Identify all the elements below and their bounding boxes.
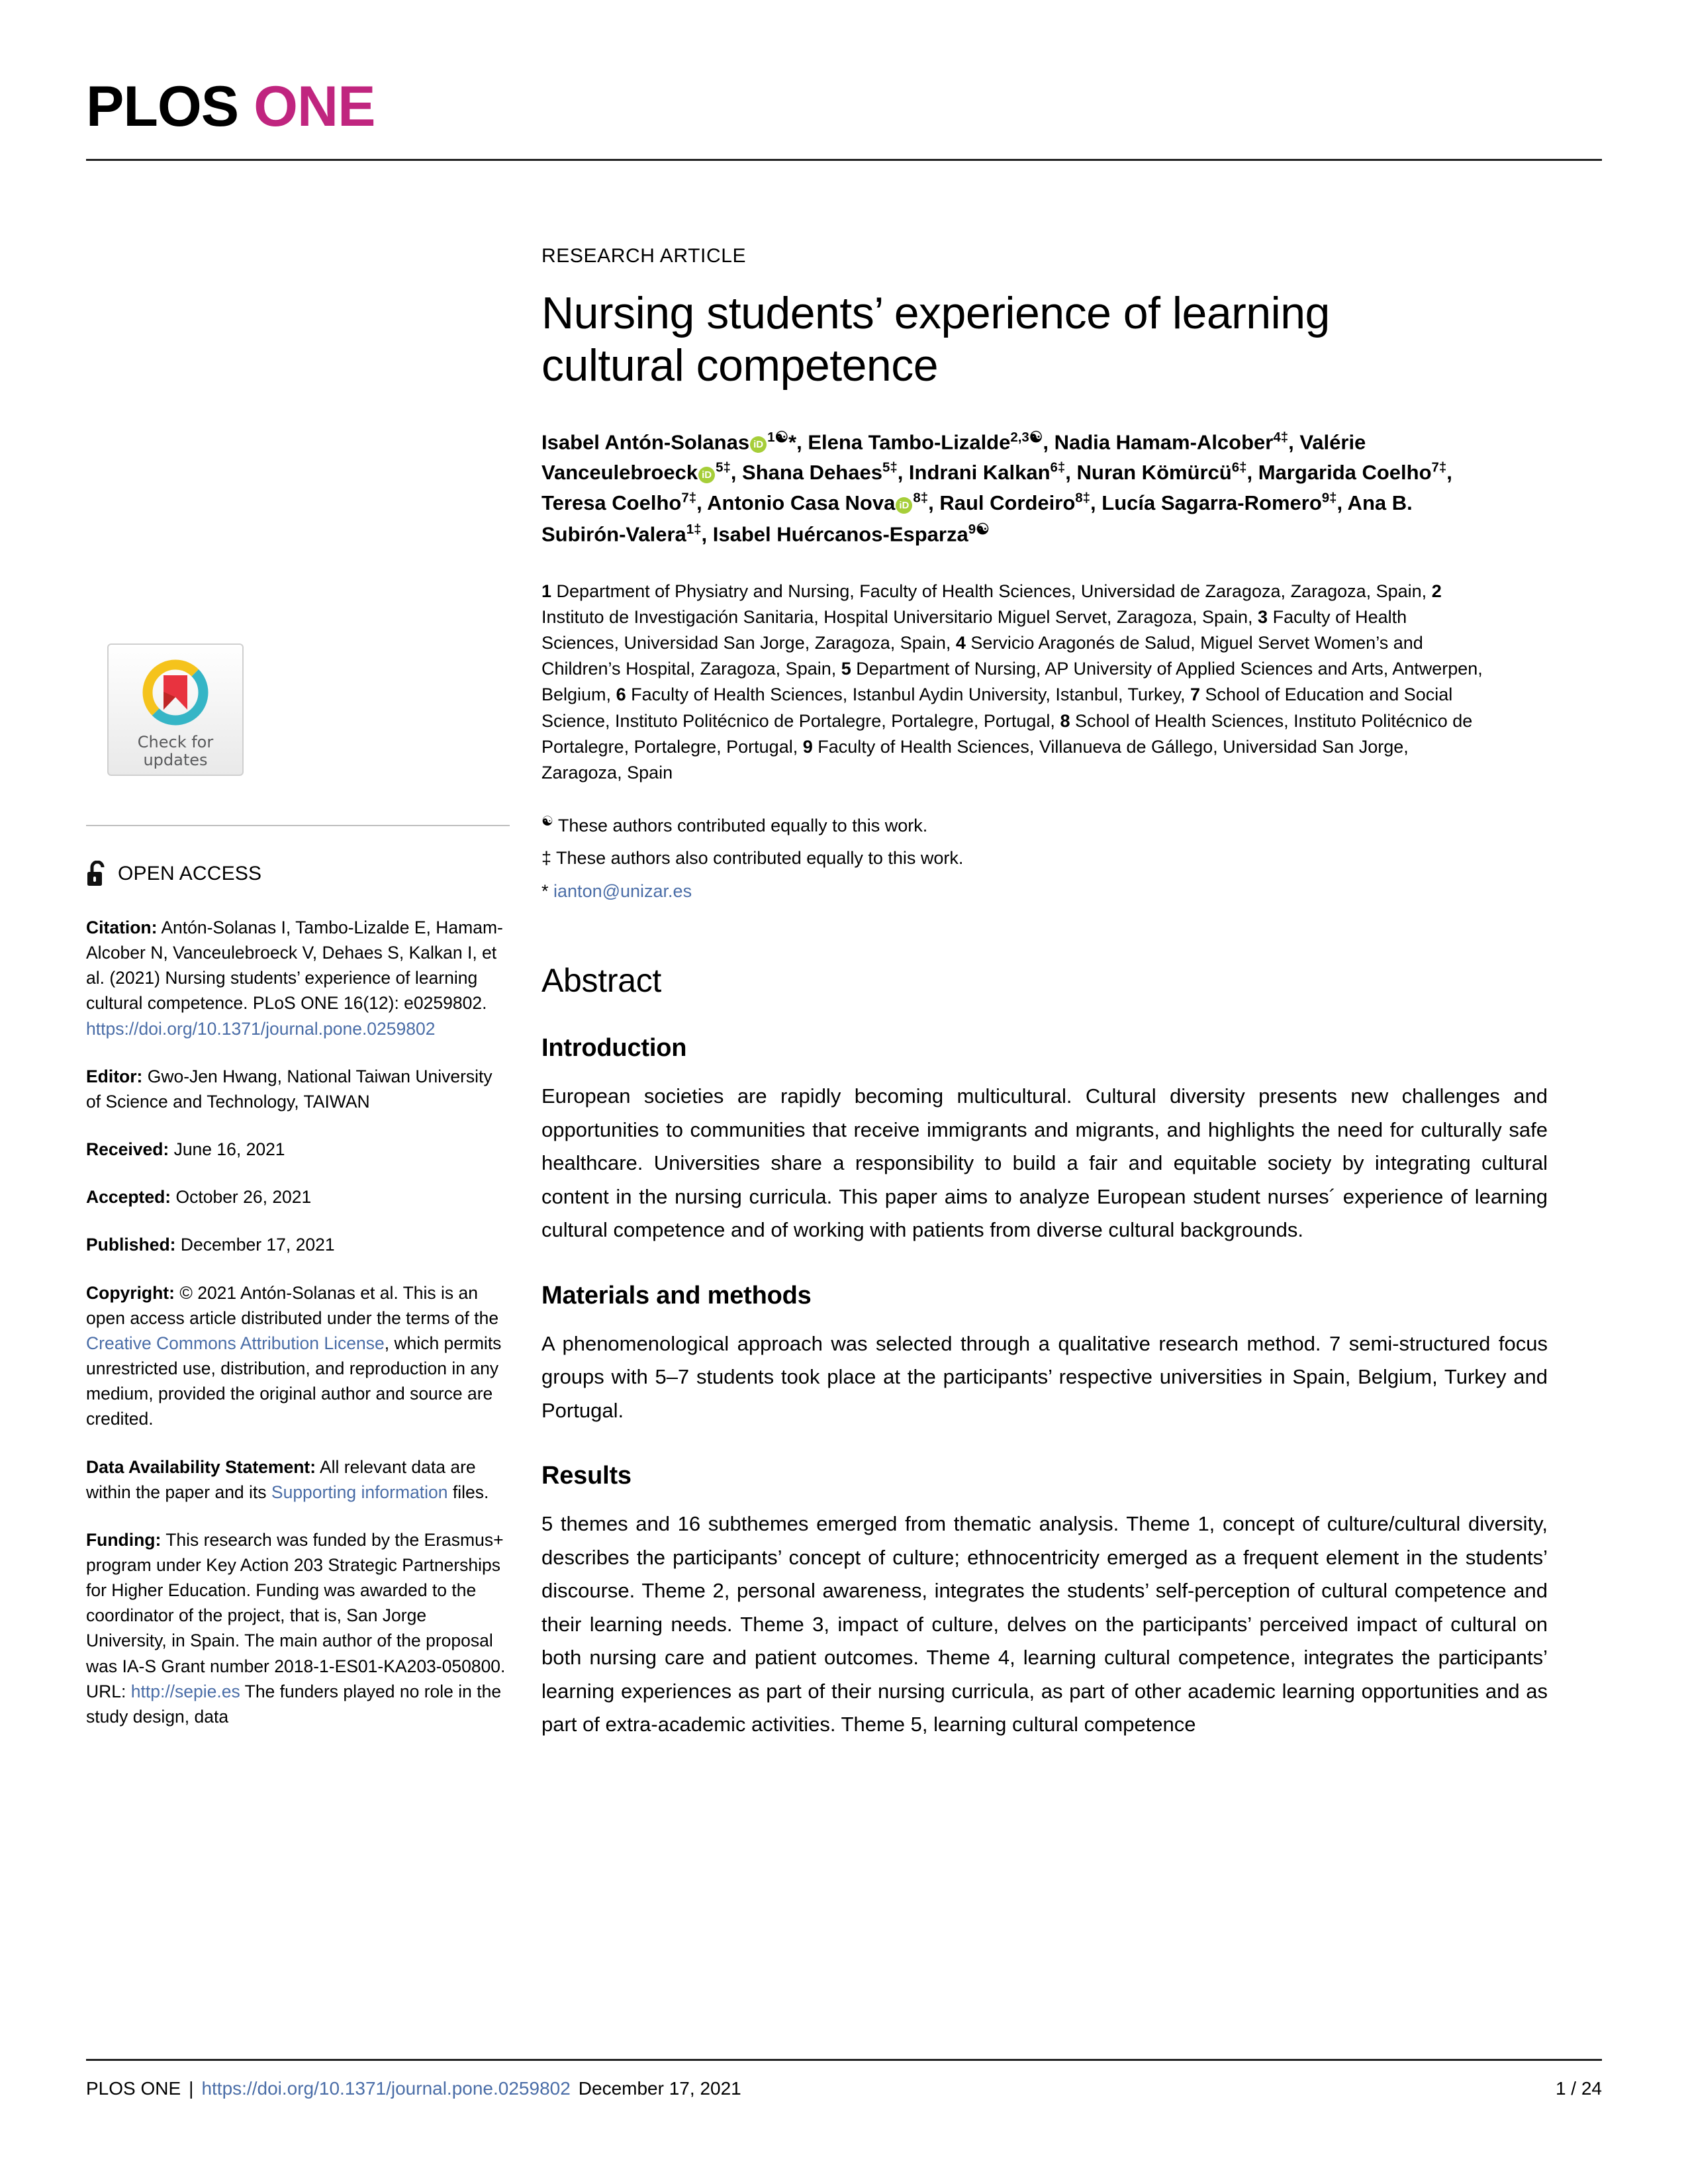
corresponding-symbol: * [541,880,549,901]
equal-contribution-symbol: ☯ [976,520,990,538]
article-kicker: RESEARCH ARTICLE [541,245,747,267]
data-availability-block [86,1454,510,1505]
received-label: Received: [86,1139,169,1160]
citation-block [86,915,510,1041]
affiliation-list: 1 Department of Physiatry and Nursing, Faculty of Health Sciences, Universidad de Zaragoza, Zaragoza, Spain, 2 Instituto de Investigación Sanitaria, Hospital Universitario Miguel Servet, Zaragoza, Spain, 3 Faculty of Health Sciences, Universidad San Jorge, Zaragoza, Spain, 4 Servicio Aragonés de Salud, Miguel Servet Women’s and Children’s Hospital, Zaragoza, Spain, 5 Department of Nursing, AP University of Applied Sciences and Arts, Antwerpen, Belgium, 6 Faculty of Health Sciences, Istanbul Aydin University, Istanbul, Turkey, 7 School of Education and Social Science, Instituto Politécnico de Portalegre, Portalegre, Portugal, 8 School of Health Sciences, Instituto Politécnico de Portalegre, Portalegre, Portugal, 9 Faculty of Health Sciences, Villanueva de Gállego, Universidad San Jorge, Zaragoza, Spain [541,581,1483,783]
footer-page-number: 1 / 24 [1555,2078,1602,2099]
funding-text-after: The funders played no role in the study design, data [86,1681,502,1727]
copyright-text-before: © 2021 Antón-Solanas et al. This is an open access article distributed under the terms of the [86,1282,499,1328]
crossmark-line-2: updates [143,750,208,769]
equal-contribution-symbol: ☯ [1029,428,1043,446]
section-heading-materials-and-methods: Materials and methods [541,1281,812,1309]
copyright-text-after: , which permits unrestricted use, distribution, and reproduction in any medium, provided the original author and source are credited. [86,1333,502,1429]
data-availability-label: Data Availability Statement: [86,1456,316,1477]
also-equal-symbol: ‡ [541,848,552,869]
logo-plos-text: PLOS [86,75,239,138]
supporting-information-link[interactable]: Supporting information [271,1482,448,1502]
funder-url-link[interactable]: http://sepie.es [130,1681,240,1701]
published-text: December 17, 2021 [175,1235,335,1255]
footer-date: December 17, 2021 [578,2078,741,2099]
abstract-heading: Abstract [541,962,661,1000]
sidebar [86,636,510,1752]
author-list: Isabel Antón-Solanas iD $^{1☯}$*, Elena Tambo-Lizalde$^{2,3☯}$, Nadia Hamam-Alcober$^{4\ddagger}$, Valérie Vanceulebroeck iD $^{5\ddagger}$, Shana Dehaes$^{5\ddagger}$, Indrani Kalkan$^{6\ddagger}$, Nuran Kömürcü$^{6\ddagger}$, Margarida Coelho$^{7\ddagger}$, Teresa Coelho$^{7\ddagger}$, Antonio Casa Nova iD $^{8\ddagger}$, Raul Cordeiro$^{8\ddagger}$, Lucía Sagarra-Romero$^{9\ddagger}$, Ana B. Subirón-Valera$^{1\ddagger}$, Isabel Huércanos-Esparza$^{9☯}$ [541,428,1452,546]
open-access-row [86,861,510,887]
footer-separator: | [189,2078,194,2099]
plos-one-logo [86,75,1602,138]
accepted-text: October 26, 2021 [171,1187,312,1208]
corresponding-author-row [541,878,1601,904]
received-text: June 16, 2021 [169,1139,285,1160]
footnote-also-equal-contribution [541,845,1601,871]
crossmark-label [138,734,213,769]
footer-journal-name: PLOS ONE [86,2078,181,2099]
cc-license-link[interactable]: Creative Commons Attribution License [86,1333,385,1353]
received-block [86,1137,510,1162]
data-availability-text-before: All relevant data are within the paper and its [86,1456,476,1502]
page-footer [86,2059,1602,2099]
accepted-block [86,1184,510,1210]
section-text-results: 5 themes and 16 subthemes emerged from thematic analysis. Theme 1, concept of culture/cultural diversity, describes the participants’ concept of culture; ethnocentricity emerged as a frequent element in the students’ discourse. Theme 2, personal awareness, integrates the students’ self-perception of cultural competence and their learning needs. Theme 3, impact of culture, delves on the participants’ perceived impact of cultural on both nursing care and patient outcomes. Theme 4, learning cultural competence, integrates the participants’ learning experiences as part of their nursing curricula, as part of other academic learning opportunities and as part of extra-academic activities. Theme 5, learning cultural competence [541,1512,1548,1736]
equal-contribution-symbol: ☯ [774,428,789,446]
open-access-label: OPEN ACCESS [118,863,262,884]
funding-block [86,1527,510,1729]
footer-doi-link[interactable]: https://doi.org/10.1371/journal.pone.0259802 [201,2078,571,2099]
crossmark-glyph [138,655,212,730]
footnote-also-equal-text: These authors also contributed equally to this work. [556,848,964,869]
copyright-block [86,1280,510,1432]
masthead-divider [86,159,1602,161]
footnote-equal-contribution [541,812,1601,839]
main-column [541,245,1601,1752]
footer-row [86,2078,1602,2099]
funding-text-before: This research was funded by the Erasmus+ program under Key Action 203 Strategic Partnerships for Higher Education. Funding was awarded to the coordinator of the project, that is, San Jorge University, in Spain. The main author of the proposal was IA-S Grant number 2018-1-ES01-KA203-050800. URL: [86,1529,506,1701]
sidebar-divider [86,825,510,826]
footer-divider [86,2059,1602,2061]
citation-doi-link[interactable]: https://doi.org/10.1371/journal.pone.0259802 [86,1018,436,1039]
editor-text: Gwo-Jen Hwang, National Taiwan University of Science and Technology, TAIWAN [86,1066,492,1112]
orcid-icon[interactable]: iD [750,436,767,453]
copyright-label: Copyright: [86,1282,175,1303]
logo-one-text: ONE [254,75,375,138]
crossmark-line-1: Check for [137,733,214,751]
section-text-materials-and-methods: A phenomenological approach was selected through a qualitative research method. 7 semi-structured focus groups with 5–7 students took place at the participants’ respective universities in Spain, Belgium, Turkey and Portugal. [541,1331,1548,1422]
citation-text: Antón-Solanas I, Tambo-Lizalde E, Hamam-Alcober N, Vanceulebroeck V, Dehaes S, Kalkan I, et al. (2021) Nursing students’ experience of learning cultural competence. PLoS ONE 16(12): e0259802. [86,918,503,1014]
crossmark-icon [138,655,212,730]
editor-block [86,1064,510,1114]
citation-label: Citation: [86,918,158,937]
section-heading-introduction: Introduction [541,1034,687,1063]
section-text-introduction: European societies are rapidly becoming multicultural. Cultural diversity presents new challenges and opportunities to communities that receive immigrants and migrants, and highlights the need for culturally safe healthcare. Universities share a responsibility to build a fair and equitable society by integrating cultural content in the nursing curricula. This paper aims to analyze European student nurses´ experience of learning cultural competence and of working with patients from diverse cultural backgrounds. [541,1084,1548,1242]
masthead [86,75,1602,161]
footer-left-group [86,2078,741,2099]
crossmark-badge[interactable] [107,643,244,776]
orcid-icon[interactable]: iD [698,467,715,483]
section-heading-results: Results [541,1462,632,1490]
open-lock-icon [86,861,109,887]
orcid-icon[interactable]: iD [896,497,912,514]
funding-label: Funding: [86,1529,162,1550]
footnote-equal-text: These authors contributed equally to this work. [557,815,928,835]
equal-contribution-symbol: ☯ [541,814,553,829]
accepted-label: Accepted: [86,1187,171,1208]
corresponding-email-link[interactable]: ianton@unizar.es [553,880,692,901]
page-title: Nursing students’ experience of learning cultural competence [541,288,1330,391]
published-label: Published: [86,1235,176,1255]
data-availability-text-after: files. [447,1482,489,1502]
published-block [86,1232,510,1257]
editor-label: Editor: [86,1066,143,1086]
